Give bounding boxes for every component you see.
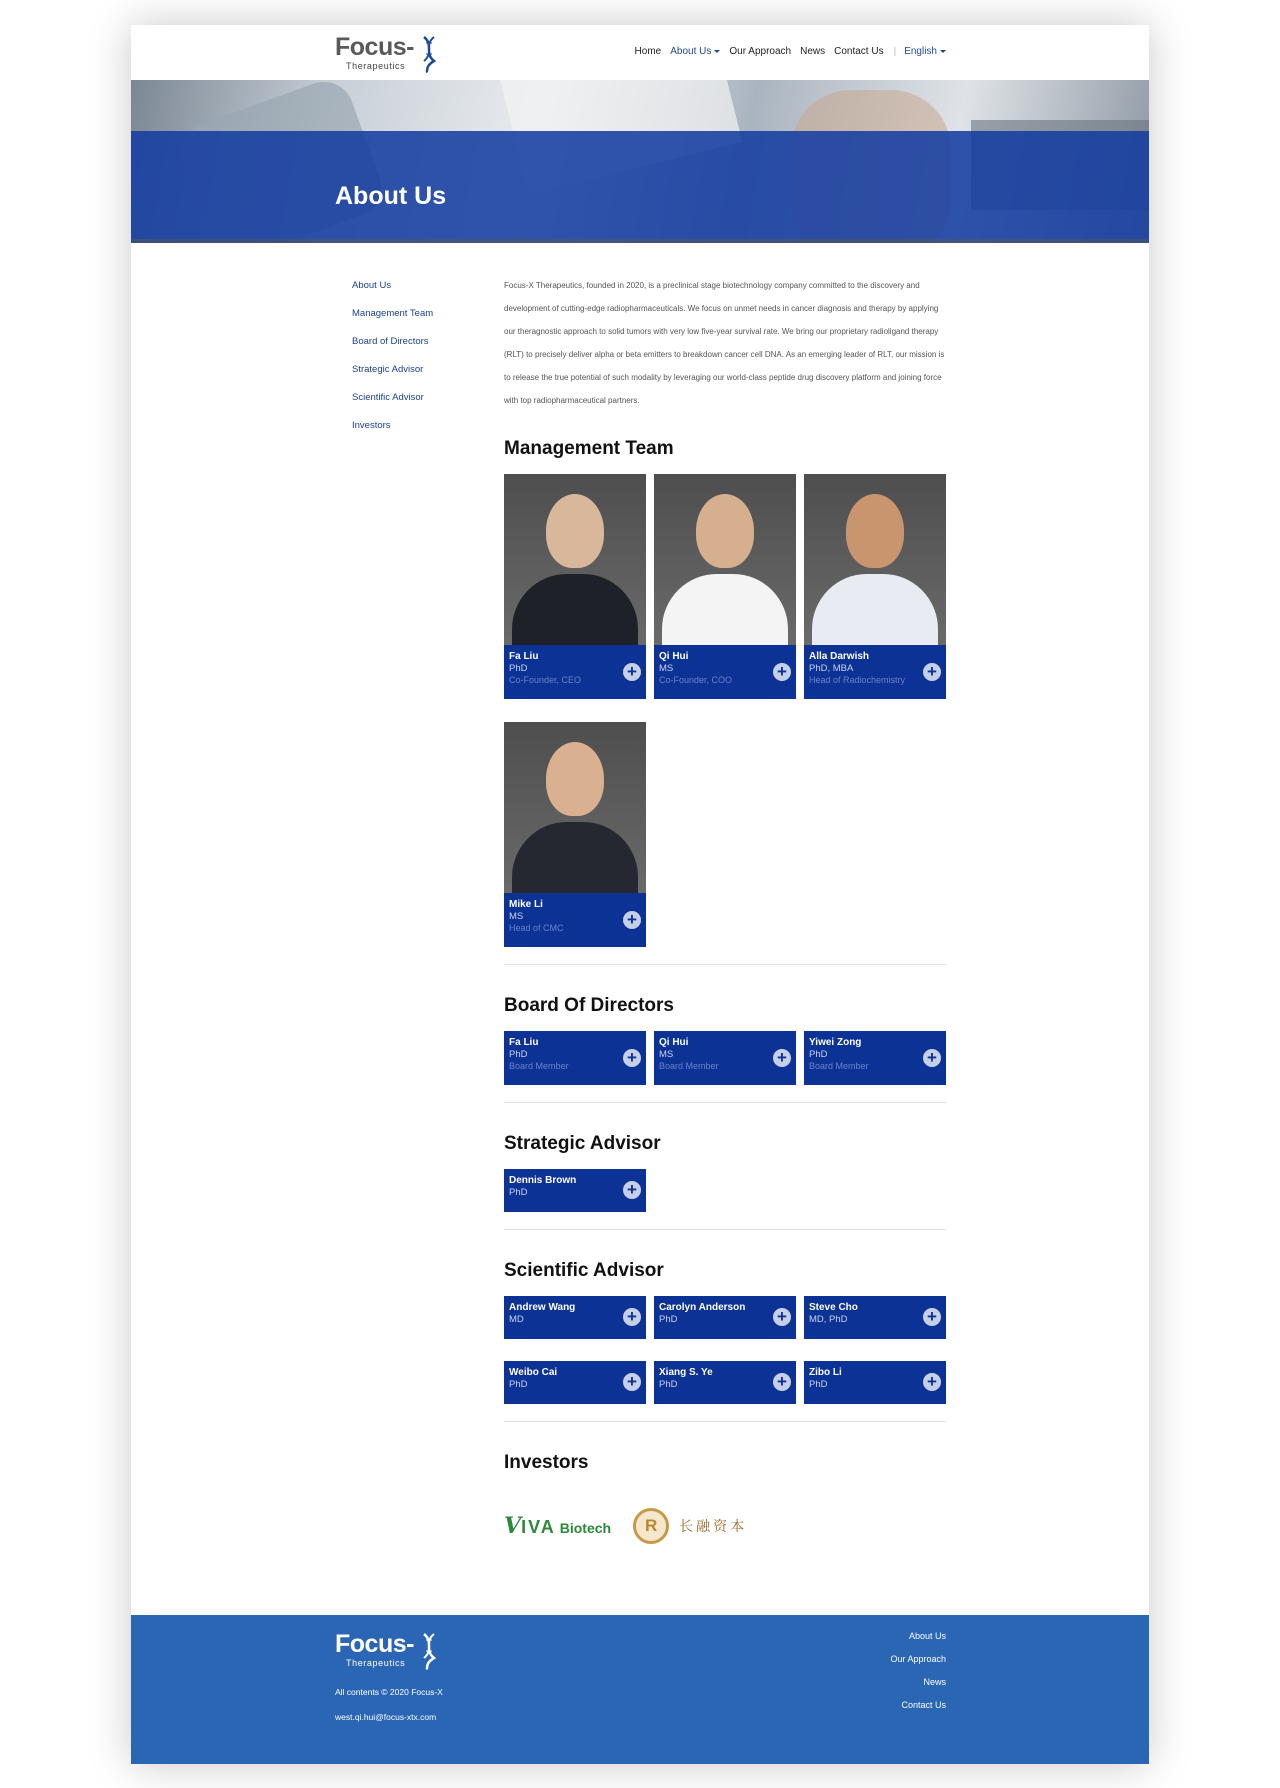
strategic-heading: Strategic Advisor (504, 1133, 661, 1154)
expand-plus-icon[interactable]: + (623, 911, 641, 929)
member-degree: MD, PhD (809, 1314, 848, 1325)
changrong-r-icon: R (633, 1508, 669, 1544)
expand-plus-icon[interactable]: + (773, 1373, 791, 1391)
nav-about-us-label: About Us (670, 46, 712, 57)
member-degree: MS (659, 663, 674, 674)
member-degree: PhD (809, 1379, 828, 1390)
viva-logo-iva: IVA (521, 1517, 556, 1537)
advisor-card[interactable] (804, 1296, 946, 1339)
nav-divider: | (893, 46, 897, 57)
section-divider (504, 1229, 946, 1230)
site-header (131, 25, 1149, 80)
member-role: Co-Founder, COO (659, 675, 733, 685)
management-heading: Management Team (504, 438, 674, 459)
portrait-head (546, 494, 604, 568)
team-card[interactable] (804, 474, 946, 699)
nav-contact-us[interactable]: Contact Us (834, 46, 884, 57)
section-divider (504, 1421, 946, 1422)
team-card[interactable] (504, 722, 646, 947)
expand-plus-icon[interactable]: + (923, 1373, 941, 1391)
advisor-card[interactable] (654, 1361, 796, 1404)
member-name: Zibo Li (809, 1367, 842, 1378)
member-name: Alla Darwish (809, 651, 870, 662)
member-name: Weibo Cai (509, 1367, 558, 1378)
expand-plus-icon[interactable]: + (623, 1308, 641, 1326)
caret-down-icon (714, 50, 720, 53)
expand-plus-icon[interactable]: + (773, 1049, 791, 1067)
member-degree: PhD (509, 1187, 528, 1198)
viva-logo-v: V (504, 1513, 522, 1539)
card-info (504, 1361, 646, 1404)
scientific-grid (504, 1296, 946, 1404)
copyright-text: All contents © 2020 Focus-X (335, 1687, 443, 1697)
member-name: Andrew Wang (509, 1302, 576, 1313)
board-card[interactable] (504, 1031, 646, 1085)
member-degree: MS (509, 911, 524, 922)
scientific-heading: Scientific Advisor (504, 1260, 664, 1281)
card-info (654, 1361, 796, 1404)
member-degree: PhD (809, 1049, 828, 1060)
footer-logo-wordmark: Focus- (335, 1630, 414, 1658)
dna-helix-icon (421, 1632, 437, 1670)
hero-bottom-line (131, 239, 1149, 243)
member-degree: PhD (659, 1314, 678, 1325)
investors-heading: Investors (504, 1452, 589, 1473)
card-info (654, 1031, 796, 1085)
hero-overlay (131, 131, 1149, 243)
strategic-grid (504, 1169, 946, 1212)
advisor-card[interactable] (504, 1169, 646, 1212)
card-info (804, 1031, 946, 1085)
member-degree: PhD, MBA (809, 663, 854, 674)
board-grid (504, 1031, 946, 1085)
footer-link-contact-us[interactable]: Contact Us (901, 1700, 946, 1710)
footer-nav (890, 1631, 946, 1723)
portrait-photo (504, 722, 646, 893)
member-degree: PhD (659, 1379, 678, 1390)
board-card[interactable] (654, 1031, 796, 1085)
expand-plus-icon[interactable]: + (623, 663, 641, 681)
management-grid (504, 474, 946, 947)
hero-banner (131, 80, 1149, 243)
member-degree: MD (509, 1314, 524, 1325)
site-footer (131, 1615, 1149, 1764)
expand-plus-icon[interactable]: + (623, 1049, 641, 1067)
card-info (504, 893, 646, 947)
section-divider (504, 964, 946, 965)
expand-plus-icon[interactable]: + (923, 663, 941, 681)
language-label: English (904, 46, 937, 57)
member-degree: PhD (509, 1049, 528, 1060)
member-role: Board Member (509, 1061, 569, 1071)
nav-about-us[interactable] (670, 46, 720, 57)
expand-plus-icon[interactable]: + (623, 1181, 641, 1199)
expand-plus-icon[interactable]: + (923, 1049, 941, 1067)
expand-plus-icon[interactable]: + (623, 1373, 641, 1391)
sidebar-item-about-us[interactable]: About Us (352, 280, 392, 291)
language-select[interactable] (904, 46, 946, 57)
main-content (504, 274, 946, 1544)
advisor-card[interactable] (804, 1361, 946, 1404)
member-degree: MS (659, 1049, 674, 1060)
team-card[interactable] (654, 474, 796, 699)
investor-logos (504, 1508, 946, 1544)
expand-plus-icon[interactable]: + (773, 1308, 791, 1326)
card-info (804, 1296, 946, 1339)
member-role: Co-Founder, CEO (509, 675, 582, 685)
advisor-card[interactable] (654, 1296, 796, 1339)
section-sidebar (352, 280, 433, 448)
member-name: Steve Cho (809, 1302, 858, 1313)
sidebar-item-strategic-advisor[interactable]: Strategic Advisor (352, 364, 424, 375)
portrait-head (696, 494, 754, 568)
logo-subtitle: Therapeutics (346, 61, 406, 71)
footer-link-about-us[interactable]: About Us (908, 1631, 946, 1641)
card-info (504, 1296, 646, 1339)
member-name: Carolyn Anderson (659, 1302, 746, 1313)
card-info (504, 645, 646, 699)
sidebar-item-board-of-directors[interactable]: Board of Directors (352, 336, 429, 347)
member-name: Qi Hui (659, 1037, 689, 1048)
main-nav (626, 46, 946, 57)
footer-link-our-approach[interactable]: Our Approach (890, 1654, 946, 1664)
portrait-body (512, 822, 638, 893)
viva-logo-biotech: Biotech (559, 1520, 612, 1536)
expand-plus-icon[interactable]: + (773, 663, 791, 681)
board-card[interactable] (804, 1031, 946, 1085)
member-name: Fa Liu (509, 651, 539, 662)
card-info (654, 1296, 796, 1339)
member-role: Board Member (659, 1061, 719, 1071)
footer-logo[interactable] (335, 1630, 445, 1672)
card-info (804, 645, 946, 699)
member-role: Head of Radiochemistry (809, 675, 906, 685)
changrong-logo-text: 长融资本 (679, 1519, 748, 1535)
page (131, 25, 1149, 1764)
changrong-capital-logo[interactable] (633, 1508, 747, 1544)
page-title: About Us (335, 182, 447, 210)
advisor-card[interactable] (504, 1296, 646, 1339)
sidebar-item-scientific-advisor[interactable]: Scientific Advisor (352, 392, 424, 403)
team-card[interactable] (504, 474, 646, 699)
logo-wordmark: Focus- (335, 33, 414, 61)
member-name: Yiwei Zong (809, 1037, 862, 1048)
contact-email-link[interactable]: west.qi.hui@focus-xtx.com (335, 1712, 437, 1722)
footer-link-news[interactable]: News (923, 1677, 946, 1687)
card-info (654, 645, 796, 699)
nav-our-approach[interactable]: Our Approach (729, 46, 792, 57)
portrait-body (662, 574, 788, 645)
portrait-body (812, 574, 938, 645)
member-role: Head of CMC (509, 923, 564, 933)
card-info (504, 1169, 646, 1212)
nav-home[interactable]: Home (634, 46, 662, 57)
portrait-photo (504, 474, 646, 645)
sidebar-item-investors[interactable]: Investors (352, 420, 391, 431)
portrait-head (846, 494, 904, 568)
member-name: Xiang S. Ye (659, 1367, 713, 1378)
dna-helix-icon (421, 35, 437, 73)
portrait-body (512, 574, 638, 645)
expand-plus-icon[interactable]: + (923, 1308, 941, 1326)
member-name: Mike Li (509, 899, 543, 910)
member-name: Fa Liu (509, 1037, 539, 1048)
board-heading: Board Of Directors (504, 995, 674, 1016)
portrait-photo (804, 474, 946, 645)
footer-logo-subtitle: Therapeutics (346, 1658, 406, 1668)
company-intro: Focus-X Therapeutics, founded in 2020, is a preclinical stage biotechnology company committed to the discovery and development of cutting-edge radiopharmaceuticals. We focus on unmet needs in cancer diagnosis and therapy by applying our theragnostic approach to solid tumors with very low five-year survival rate. We bring our proprietary radioligand therapy (RLT) to precisely deliver alpha or beta emitters to breakdown cancer cell DNA. As an emerging leader of RLT, our mission is to release the true potential of such modality by leveraging our world-class peptide drug discovery platform and joining force with top radiopharmaceutical partners. (504, 281, 945, 405)
portrait-head (546, 742, 604, 816)
sidebar-item-management-team[interactable]: Management Team (352, 308, 434, 319)
card-info (504, 1031, 646, 1085)
caret-down-icon (940, 50, 946, 53)
advisor-card[interactable] (504, 1361, 646, 1404)
portrait-photo (654, 474, 796, 645)
member-role: Board Member (809, 1061, 869, 1071)
nav-news[interactable]: News (800, 46, 826, 57)
member-degree: PhD (509, 1379, 528, 1390)
member-name: Qi Hui (659, 651, 689, 662)
site-logo[interactable] (335, 33, 445, 75)
card-info (804, 1361, 946, 1404)
section-divider (504, 1102, 946, 1103)
viva-biotech-logo[interactable] (504, 1513, 611, 1539)
member-degree: PhD (509, 663, 528, 674)
member-name: Dennis Brown (509, 1175, 577, 1186)
